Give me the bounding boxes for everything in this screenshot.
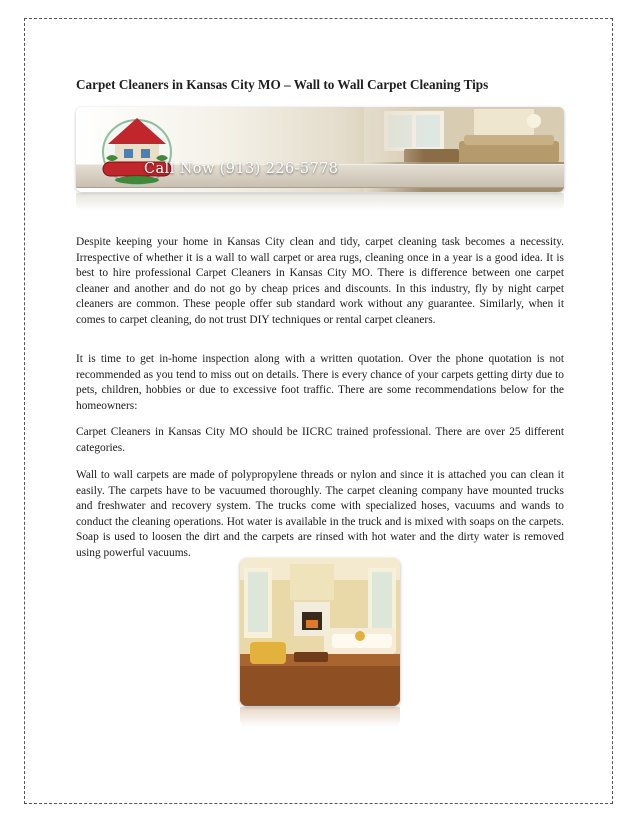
paragraph-2: It is time to get in-home inspection along with a written quotation. Over the phone quotation is not recommended as you tend to miss out on details. There is every chance of your carpets getting dirty due to pets, children, hobbies or due to excessive foot traffic. There are some recommendations below for the homeowners:	[76, 353, 564, 412]
living-room-fireplace-photo	[240, 558, 400, 706]
phone-number-text: Call Now (913) 226-5778	[144, 161, 339, 177]
living-room-fireplace-image	[240, 558, 400, 706]
paragraph-4: Wall to wall carpets are made of polypropylene threads or nylon and since it is attached you can clean it easily. The carpets have to be vacuumed thoroughly. The carpet cleaning company have mounted trucks and freshwater and recovery system. The trucks come with specialized hoses, vacuums and wands to conduct the cleaning operations. Hot water is available in the truck and is mixed with soaps on the carpets. Soap is used to loosen the dirt and the carpets are rinsed with hot water and the dirty water is removed using powerful vacuums.	[76, 469, 564, 559]
paragraph-3: Carpet Cleaners in Kansas City MO should be IICRC trained professional. There are over 25 different categories.	[76, 426, 564, 454]
header-banner	[76, 107, 564, 192]
banner-reflection	[76, 193, 564, 211]
document-title: Carpet Cleaners in Kansas City MO – Wall to Wall Carpet Cleaning Tips	[76, 77, 489, 92]
photo-reflection	[240, 707, 400, 727]
paragraph-1: Despite keeping your home in Kansas City clean and tidy, carpet cleaning task becomes a necessity. Irrespective of whether it is a wall to wall carpet or area rugs, cleaning once in a year is a good idea. It is best to hire professional Carpet Cleaners in Kansas City MO. There is difference between one carpet cleaner and another and do not go by cheap prices and discounts. In this industry, fly by night carpet cleaners are common. These people offer sub standard work without any guarantee. Similarly, when it comes to carpet cleaning, do not trust DIY techniques or rental carpet cleaners.	[76, 236, 564, 326]
